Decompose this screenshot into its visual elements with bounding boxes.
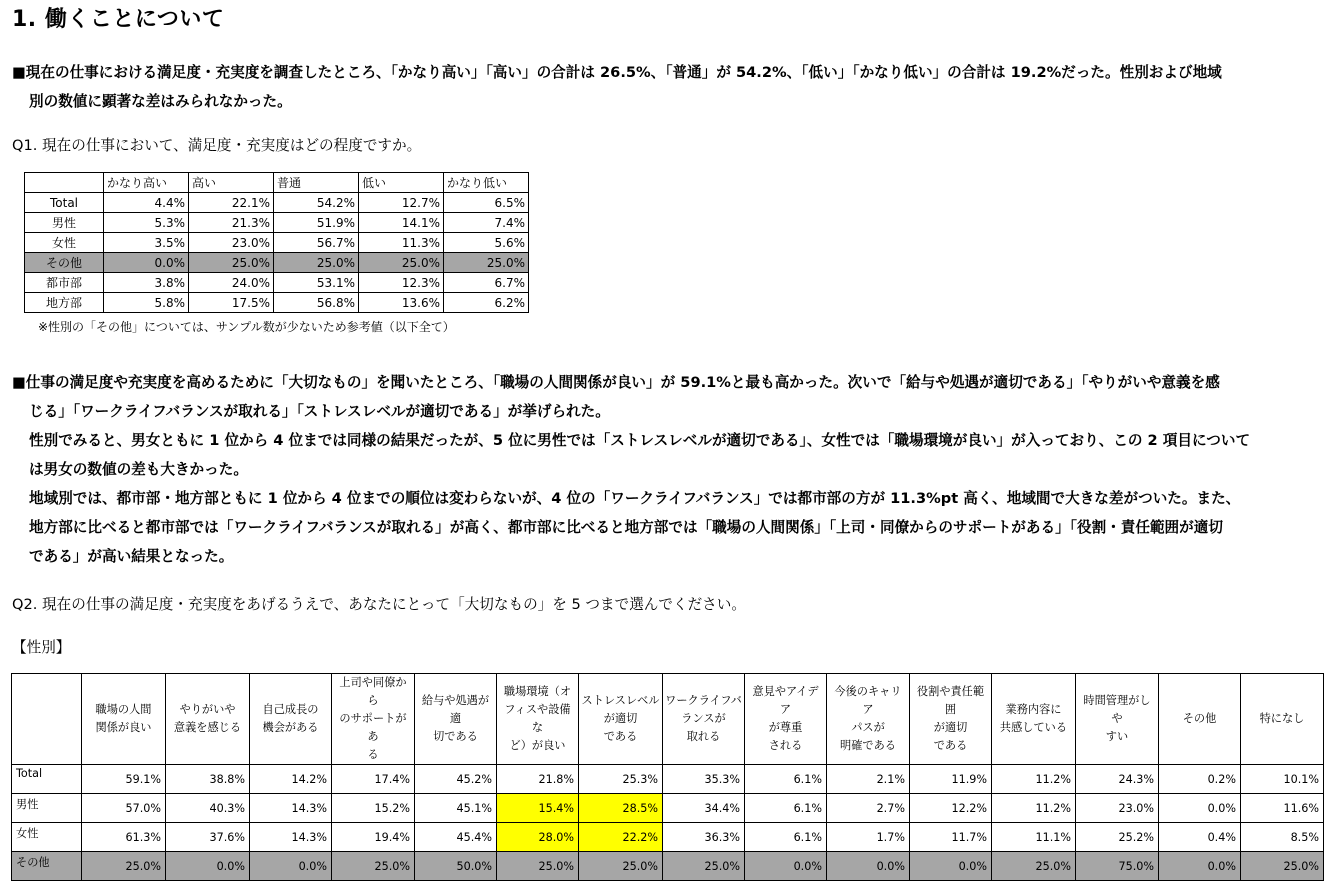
column-header [827,674,910,765]
column-header: かなり高い [104,173,189,193]
summary-line: である」が高い結果となった。 [29,548,234,565]
column-header [992,674,1076,765]
column-header [332,674,415,765]
table-row [25,273,529,293]
column-header [415,674,497,765]
column-header-line: 業務内容に [1005,703,1062,716]
column-header-line: 関係が良い [95,721,152,734]
table-cell: 14.1% [359,213,444,233]
column-header: 高い [189,173,274,193]
column-header-line: が適切 [603,712,638,725]
table-cell: 25.0% [189,253,274,273]
table-cell: 11.3% [359,233,444,253]
table-cell: 6.1% [745,765,827,794]
table-cell: 22.1% [189,193,274,213]
table-cell: 15.2% [332,794,415,823]
table-cell: 0.0% [166,852,250,881]
table-cell: 35.3% [663,765,745,794]
table-note: ※性別の「その他」については、サンプル数が少ないため参考値（以下全て） [38,320,455,334]
column-header-line: 機会がある [262,721,319,734]
table-cell: 53.1% [274,273,359,293]
table-cell: 56.8% [274,293,359,313]
column-header-line: 上司や同僚から [339,676,407,707]
table-cell: 45.1% [415,794,497,823]
table-cell: 38.8% [166,765,250,794]
column-header-line: パスが [851,721,885,734]
column-header [166,674,250,765]
table-row [12,852,1324,881]
summary-line: 性別でみると、男女ともに 1 位から 4 位までは同様の結果だったが、5 位に男性では「ストレスレベルが適切である」、女性では「職場環境が良い」が入っており、この 2 項目について [29,432,1251,449]
table-cell: 2.1% [827,765,910,794]
table-cell: 25.0% [274,253,359,273]
column-header-line: される [768,739,803,752]
table-cell: 17.4% [332,765,415,794]
table-cell: 25.0% [1241,852,1324,881]
column-header-line: ワークライフバ [665,694,742,707]
table-cell: 24.0% [189,273,274,293]
column-header-line: 時間管理がしや [1083,694,1151,725]
table-cell: 2.7% [827,794,910,823]
column-header-line: 共感している [999,721,1068,734]
column-header-line: 給与や処遇が適 [421,694,490,725]
table-cell: 3.8% [104,273,189,293]
table-cell: 28.5% [579,794,663,823]
summary-q2 [12,368,1328,571]
table-header-row [12,674,1324,765]
column-header-line: が適切 [933,721,968,734]
summary-line: は男女の数値の差も大きかった。 [29,461,248,478]
table-row [12,823,1324,852]
table-header-row [25,173,529,193]
column-header [497,674,579,765]
table-cell: 21.3% [189,213,274,233]
table-cell: 25.0% [497,852,579,881]
column-header: かなり低い [444,173,529,193]
table-cell: 57.0% [82,794,166,823]
table-cell: 5.3% [104,213,189,233]
column-header-line: 今後のキャリア [834,685,902,716]
table-cell: 6.7% [444,273,529,293]
table-cell: 51.9% [274,213,359,233]
row-label: その他 [12,852,82,881]
column-header-line: 自己成長の [262,703,319,716]
table-cell: 0.0% [827,852,910,881]
table-cell: 11.2% [992,765,1076,794]
table-cell: 25.0% [579,852,663,881]
table-cell: 50.0% [415,852,497,881]
table-cell: 19.4% [332,823,415,852]
column-header-line: る [367,748,379,761]
column-header-line: 取れる [686,730,721,743]
table-cell: 61.3% [82,823,166,852]
table-cell: 11.6% [1241,794,1324,823]
column-header-line: 意義を感じる [173,721,242,734]
column-header-line: その他 [1182,712,1217,725]
table-cell: 11.1% [992,823,1076,852]
column-header-line: 明確である [840,739,896,752]
column-header [82,674,166,765]
table-cell: 8.5% [1241,823,1324,852]
section-label-gender: 【性別】 [12,639,71,656]
summary-line: 地域別では、都市部・地方部ともに 1 位から 4 位までの順位は変わらないが、4 位の「ワークライフバランス」では都市部の方が 11.3%pt 高く、地域間で大きな差がついた。また、 [29,490,1241,507]
column-header-line: やりがいや [179,703,236,716]
table-row [25,253,529,273]
column-header [250,674,332,765]
table-cell: 23.0% [189,233,274,253]
column-header: 低い [359,173,444,193]
summary-line: ■仕事の満足度や充実度を高めるために「大切なもの」を聞いたところ、「職場の人間関係が良い」が 59.1%と最も高かった。次いで「給与や処遇が適切である」「やりがいや意義を感 [12,374,1220,391]
table-cell: 75.0% [1076,852,1159,881]
column-header [663,674,745,765]
table-cell: 24.3% [1076,765,1159,794]
table-cell: 28.0% [497,823,579,852]
table-cell: 5.6% [444,233,529,253]
column-header-line: 職場環境（オ [503,685,572,698]
row-label: 地方部 [25,293,104,313]
table-row [12,765,1324,794]
table-cell: 0.0% [250,852,332,881]
column-header [579,674,663,765]
table-cell: 10.1% [1241,765,1324,794]
table-cell: 56.7% [274,233,359,253]
column-header [745,674,827,765]
table-cell: 54.2% [274,193,359,213]
column-header-line: 切である [433,730,478,743]
table-cell: 17.5% [189,293,274,313]
column-header-line: すい [1105,730,1129,743]
table-cell: 34.4% [663,794,745,823]
summary-q1 [12,58,1328,116]
row-label: 男性 [12,794,82,823]
column-header-line: である [933,739,968,752]
column-header-line: ストレスレベル [581,694,660,707]
row-label: その他 [25,253,104,273]
table-cell: 0.4% [1159,823,1241,852]
table-satisfaction [24,172,529,313]
row-label: Total [12,765,82,794]
column-header-line: 役割や責任範囲 [916,685,985,716]
table-cell: 4.4% [104,193,189,213]
column-header-line: 意見やアイデア [752,685,819,716]
table-cell: 6.1% [745,794,827,823]
row-label: 女性 [25,233,104,253]
column-header-line: 職場の人間 [95,703,152,716]
table-cell: 0.0% [1159,852,1241,881]
column-header-line: ど）が良い [509,739,566,752]
table-cell: 12.2% [910,794,992,823]
table-cell: 11.2% [992,794,1076,823]
table-cell: 40.3% [166,794,250,823]
table-cell: 25.0% [444,253,529,273]
row-label: 都市部 [25,273,104,293]
row-label: Total [25,193,104,213]
row-label: 女性 [12,823,82,852]
table-important-factors [11,673,1324,881]
column-header-line: である [603,730,638,743]
column-header-line: が尊重 [768,721,803,734]
table-row [25,293,529,313]
table-cell: 0.2% [1159,765,1241,794]
column-header-line: 特になし [1259,712,1305,725]
table-cell: 45.2% [415,765,497,794]
table-cell: 25.2% [1076,823,1159,852]
question-q2: Q2. 現在の仕事の満足度・充実度をあげるうえで、あなたにとって「大切なもの」を 5 つまで選んでください。 [12,596,746,613]
column-header [1241,674,1324,765]
table-row [25,213,529,233]
summary-line: ■現在の仕事における満足度・充実度を調査したところ、「かなり高い」「高い」の合計は 26.5%、「普通」が 54.2%、「低い」「かなり低い」の合計は 19.2%だった。性別および地域 [12,64,1222,81]
column-header [910,674,992,765]
table-cell: 25.0% [82,852,166,881]
table-cell: 14.2% [250,765,332,794]
table-row [25,233,529,253]
table-cell: 25.0% [992,852,1076,881]
table-row [25,193,529,213]
table-cell: 14.3% [250,823,332,852]
table-cell: 6.5% [444,193,529,213]
page-title: 1. 働くことについて [12,7,225,32]
table-cell: 0.0% [910,852,992,881]
table-cell: 37.6% [166,823,250,852]
table-row [12,794,1324,823]
table-cell: 6.1% [745,823,827,852]
table-cell: 7.4% [444,213,529,233]
table-cell: 14.3% [250,794,332,823]
table-corner [12,674,82,765]
table-cell: 12.7% [359,193,444,213]
table-cell: 13.6% [359,293,444,313]
summary-line: じる」「ワークライフバランスが取れる」「ストレスレベルが適切である」が挙げられた。 [29,403,610,420]
table-cell: 5.8% [104,293,189,313]
table-cell: 0.0% [745,852,827,881]
table-cell: 1.7% [827,823,910,852]
table-cell: 59.1% [82,765,166,794]
table-cell: 11.9% [910,765,992,794]
row-label: 男性 [25,213,104,233]
table-cell: 15.4% [497,794,579,823]
column-header [1159,674,1241,765]
table-cell: 21.8% [497,765,579,794]
table-cell: 12.3% [359,273,444,293]
table-cell: 11.7% [910,823,992,852]
table-cell: 25.3% [579,765,663,794]
table-cell: 45.4% [415,823,497,852]
table-cell: 36.3% [663,823,745,852]
column-header [1076,674,1159,765]
table-cell: 22.2% [579,823,663,852]
column-header-line: のサポートがあ [339,712,407,743]
table-cell: 3.5% [104,233,189,253]
summary-line: 地方部に比べると都市部では「ワークライフバランスが取れる」が高く、都市部に比べると地方部では「職場の人間関係」「上司・同僚からのサポートがある」「役割・責任範囲が適切 [29,519,1223,536]
table-cell: 0.0% [1159,794,1241,823]
table-corner [25,173,104,193]
table-cell: 25.0% [359,253,444,273]
question-q1: Q1. 現在の仕事において、満足度・充実度はどの程度ですか。 [12,137,422,154]
column-header-line: ランスが [681,712,726,725]
table-cell: 6.2% [444,293,529,313]
summary-line: 別の数値に顕著な差はみられなかった。 [29,93,292,110]
column-header-line: フィスや設備な [504,703,571,734]
table-cell: 0.0% [104,253,189,273]
table-cell: 25.0% [663,852,745,881]
table-cell: 23.0% [1076,794,1159,823]
column-header: 普通 [274,173,359,193]
table-cell: 25.0% [332,852,415,881]
